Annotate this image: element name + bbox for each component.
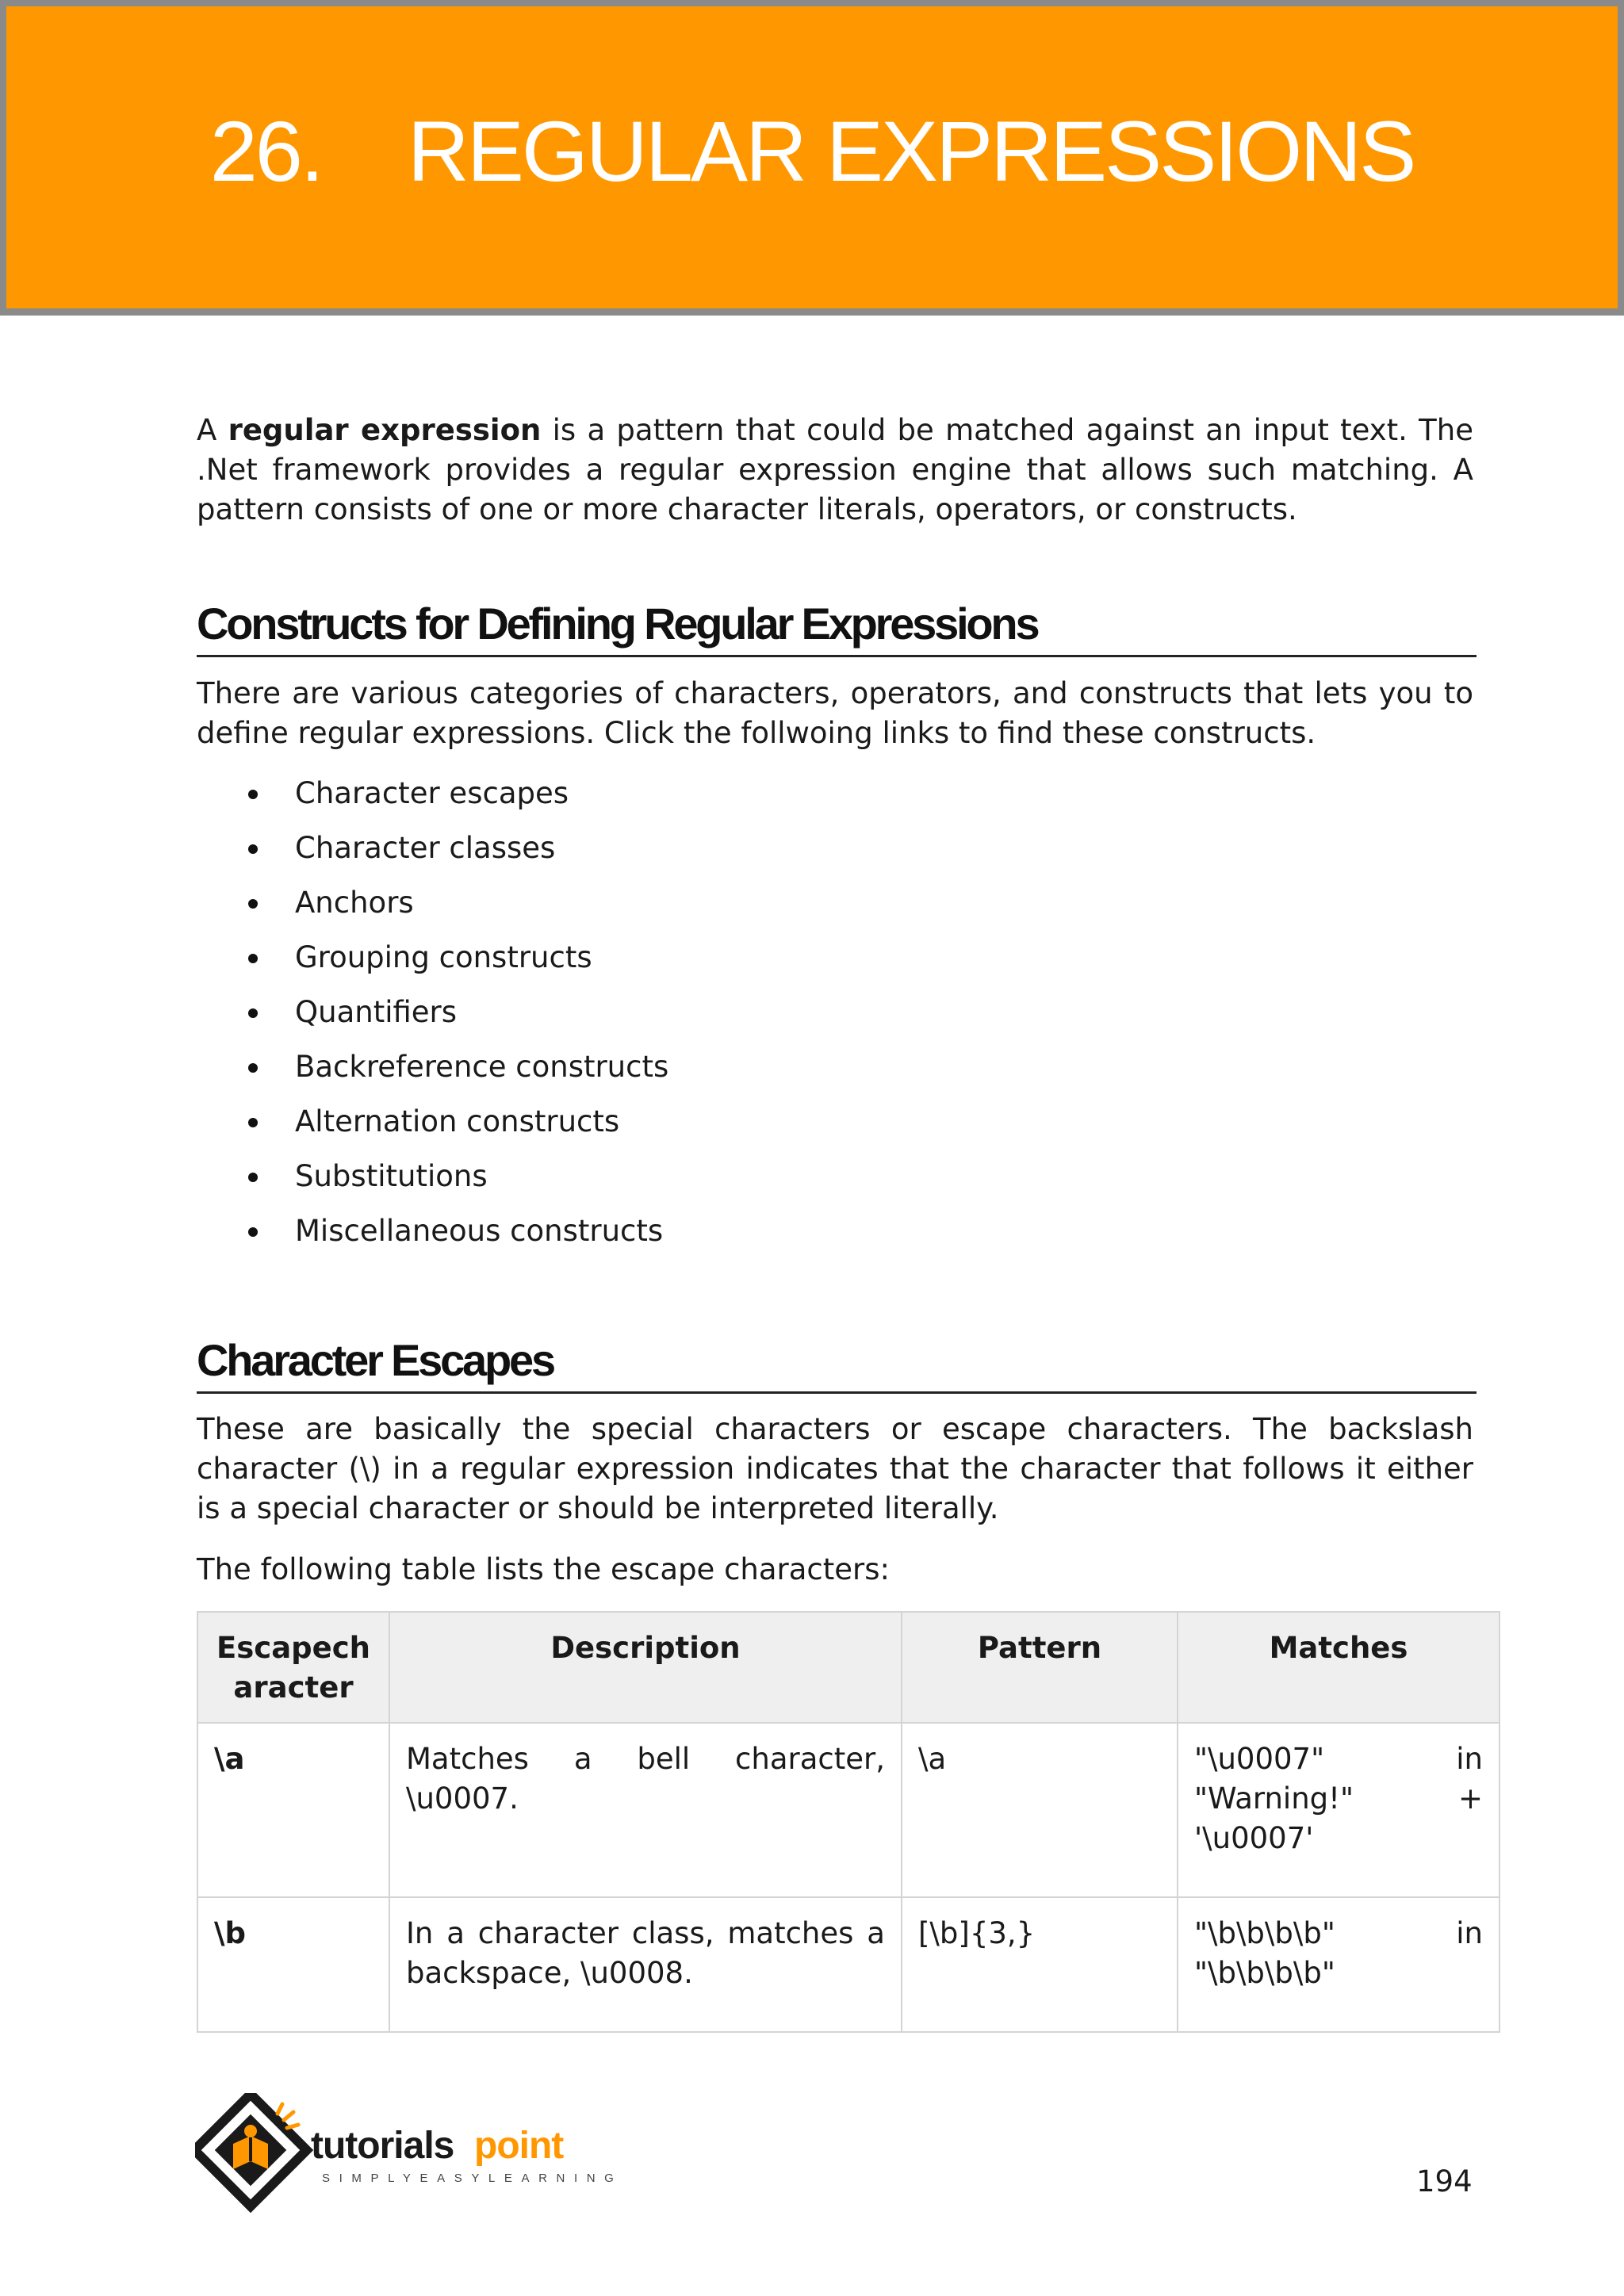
- list-item[interactable]: [197, 935, 668, 989]
- table-row: [197, 1723, 1500, 1897]
- list-item[interactable]: [197, 880, 668, 935]
- constructs-list: [197, 771, 668, 1263]
- cell-pattern: [\b]{3,}: [902, 1897, 1178, 2032]
- table-header-row: [197, 1612, 1500, 1723]
- list-item[interactable]: [197, 771, 668, 825]
- cell-description: Matches a bell character, \u0007.: [389, 1723, 902, 1897]
- list-item-label: Character escapes: [295, 776, 569, 810]
- bullet-icon: [248, 1063, 258, 1073]
- list-item-label: Backreference constructs: [295, 1050, 669, 1084]
- list-item[interactable]: [197, 1154, 668, 1208]
- section-heading-constructs: Constructs for Defining Regular Expressions: [197, 598, 1477, 657]
- list-item[interactable]: [197, 1208, 668, 1263]
- bullet-icon: [248, 790, 258, 799]
- header-description: Description: [389, 1612, 902, 1723]
- cell-escape: \b: [197, 1897, 389, 2032]
- intro-paragraph: [197, 411, 1473, 530]
- chapter-banner: [0, 0, 1624, 316]
- logo-word-point: point: [474, 2125, 564, 2167]
- intro-prefix: A: [197, 413, 228, 447]
- bullet-icon: [248, 954, 258, 963]
- match-line: [1194, 1819, 1483, 1858]
- header-escape-character: Escapech aracter: [197, 1612, 389, 1723]
- match-line: [1194, 1954, 1483, 1993]
- section-heading-character-escapes: Character Escapes: [197, 1334, 1477, 1394]
- list-item-label: Grouping constructs: [295, 940, 592, 974]
- match-text: "\b\b\b\b": [1194, 1956, 1335, 1990]
- intro-term: regular expression: [228, 413, 542, 447]
- list-item-label: Alternation constructs: [295, 1104, 620, 1138]
- match-text: '\u0007': [1194, 1821, 1314, 1855]
- list-item-label: Quantifiers: [295, 995, 458, 1029]
- bullet-icon: [248, 1227, 258, 1237]
- match-line: [1194, 1739, 1483, 1779]
- table-row: [197, 1897, 1500, 2032]
- logo-emblem-icon: [195, 2094, 307, 2206]
- match-line: [1194, 1914, 1483, 1954]
- list-item-label: Anchors: [295, 886, 414, 920]
- escapes-paragraph: These are basically the special characters or escape characters. The backslash character (\) in a regular expression indicates that the character that follows it either is a special character or should be interpreted literally.: [197, 1412, 1473, 1525]
- header-matches: Matches: [1178, 1612, 1500, 1723]
- escape-characters-table: [197, 1611, 1500, 2033]
- match-line: [1194, 1779, 1483, 1819]
- cell-pattern: \a: [902, 1723, 1178, 1897]
- match-text: "\b\b\b\b": [1194, 1916, 1335, 1950]
- bullet-icon: [248, 1118, 258, 1127]
- match-text: +: [1457, 1781, 1483, 1816]
- list-item[interactable]: [197, 1044, 668, 1099]
- intro-rest: is a pattern that could be matched against an input text. The .Net framework provides a regular expression engine that allows such matching. A pattern consists of one or more character literals, operators, or constructs.: [197, 413, 1473, 526]
- logo-tagline: SIMPLYEASYLEARNING: [322, 2172, 623, 2185]
- chapter-title: [6, 100, 1618, 203]
- list-item-label: Character classes: [295, 831, 556, 865]
- cell-description: In a character class, matches a backspace, \u0008.: [389, 1897, 902, 2032]
- constructs-paragraph: There are various categories of characters, operators, and constructs that lets you to define regular expressions. Click the follwoing links to find these constructs.: [197, 676, 1473, 750]
- list-item[interactable]: [197, 989, 668, 1044]
- match-text: "Warning!": [1194, 1781, 1354, 1816]
- chapter-title-text: REGULAR EXPRESSIONS: [407, 103, 1415, 199]
- cell-escape: \a: [197, 1723, 389, 1897]
- tutorialspoint-logo: [195, 2093, 639, 2228]
- cell-matches: [1178, 1723, 1500, 1897]
- header-pattern: Pattern: [902, 1612, 1178, 1723]
- bullet-icon: [248, 844, 258, 854]
- cell-matches: [1178, 1897, 1500, 2032]
- bullet-icon: [248, 1008, 258, 1018]
- list-item[interactable]: [197, 1099, 668, 1154]
- match-text: "\u0007": [1194, 1742, 1325, 1776]
- bullet-icon: [248, 1173, 258, 1182]
- page-number: 194: [1416, 2164, 1473, 2198]
- bullet-icon: [248, 899, 258, 909]
- table-intro: The following table lists the escape characters:: [197, 1552, 890, 1586]
- match-text: in: [1456, 1742, 1483, 1776]
- match-text: in: [1456, 1916, 1483, 1950]
- list-item-label: Miscellaneous constructs: [295, 1214, 664, 1248]
- list-item[interactable]: [197, 825, 668, 880]
- list-item-label: Substitutions: [295, 1159, 488, 1193]
- chapter-number: 26.: [209, 103, 322, 199]
- logo-word-tutorials: tutorials: [311, 2125, 454, 2167]
